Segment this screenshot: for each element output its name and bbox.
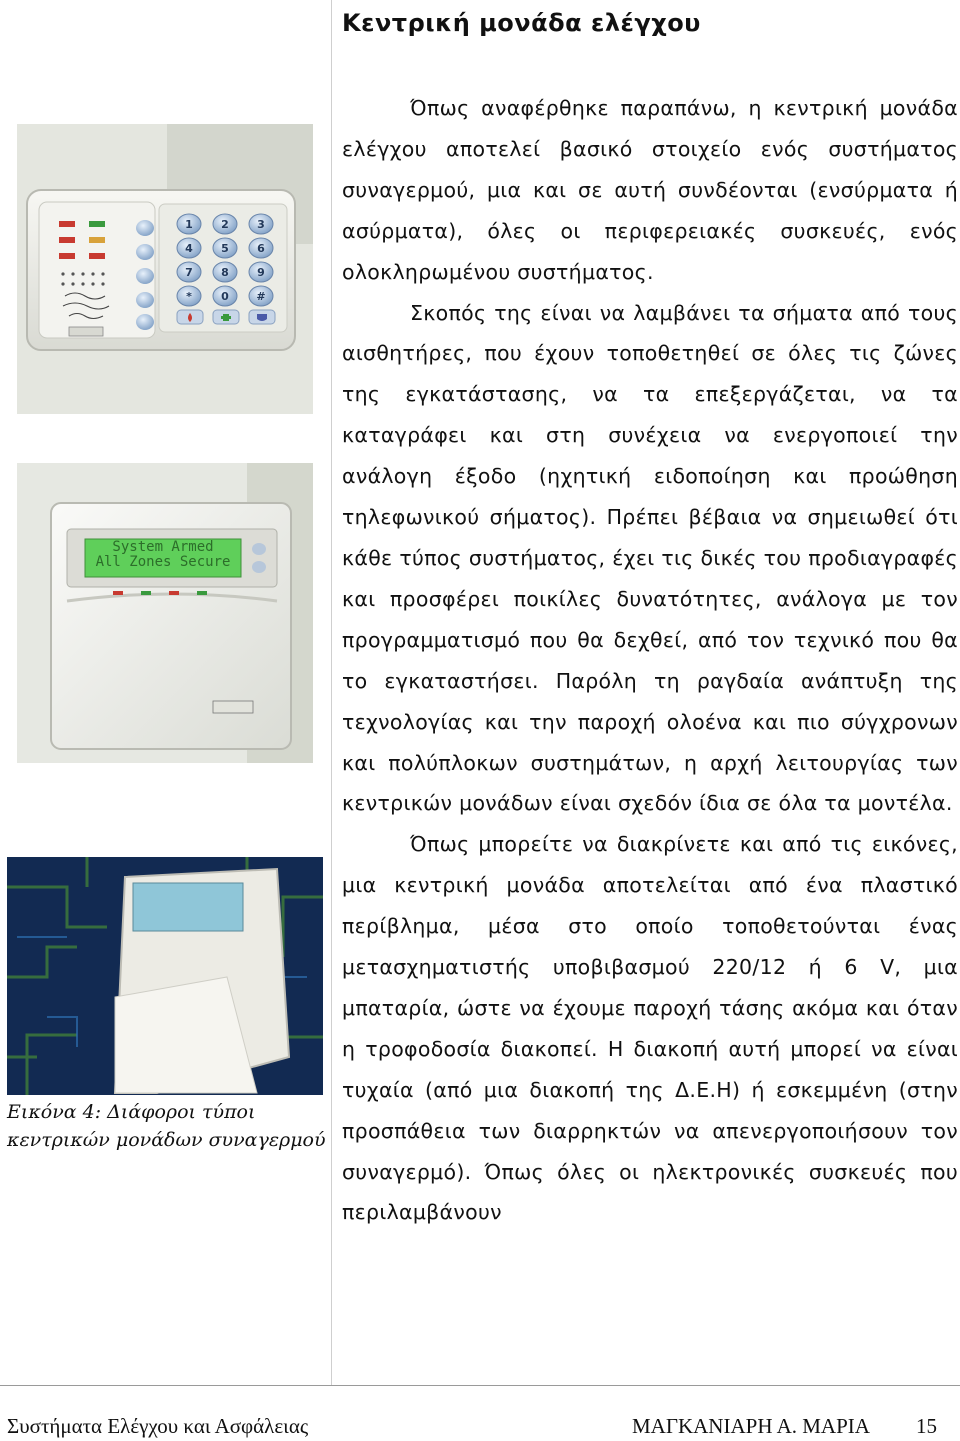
keypad-key-label: 5 bbox=[221, 242, 229, 255]
paragraph-2: Σκοπός της είναι να λαμβάνει τα σήματα από τους αισθητήρες, που έχουν τοποθετηθεί σε όλες τις ζώνες της εγκατάστασης, να τα επεξεργάζεται, να τα καταγράφει και στη συνέχεια να ενεργοποιεί την ανάλογη έξοδο (ηχητική ειδοποίηση και προώθηση τηλεφωνικού σήματος). Πρέπει βέβαια να σημειωθεί ότι κάθε τύπος συστήματος, έχει τις δικές του προδιαγραφές και προσφέρει ποικίλες δυνατότητες, ανάλογα με τον προγραμματισμό που θα δεχθεί, από τον τεχνικό που θα το εγκαταστήσει. Παρόλη τη ραγδαία ανάπτυξη της τεχνολογίας και την παροχή ολοένα και πιο σύγχρονων και πολύπλοκων συστημάτων, η αρχή λειτουργίας των κεντρικών μονάδων είναι σχεδόν ίδια σε όλα τα μοντέλα. bbox=[342, 300, 958, 816]
keypad-key-label: 8 bbox=[221, 266, 229, 279]
paragraph-3: Όπως μπορείτε να διακρίνετε και από τις εικόνες, μια κεντρική μονάδα αποτελείται από ένα πλαστικό περίβλημα, μέσα στο οποίο τοποθετούνται ένας μετασχηματιστής υποβιβασμού 220/12 ή 6 V, μια μπαταρία, ώστε να έχουμε παροχή τάσης ακόμα και όταν η τροφοδοσία διακοπεί. Η διακοπή αυτή μπορεί να είναι τυχαία (από μια διακοπή της Δ.Ε.Η) ή εσκεμμένη (στην προσπάθεια των διαρρηκτών να απενεργοποιήσουν τον συναγερμό). Όπως όλες οι ηλεκτρονικές συσκευές που περιλαμβάνουν bbox=[342, 832, 958, 1225]
keypad-key-label: 9 bbox=[257, 266, 265, 279]
keypad-3-illustration bbox=[7, 857, 323, 1095]
footer-author: ΜΑΓΚΑΝΙΑΡΗ Α. ΜΑΡΙΑ bbox=[632, 1414, 870, 1438]
lcd-text bbox=[85, 540, 241, 570]
keypad-1-illustration bbox=[17, 124, 313, 414]
lcd-line-2: All Zones Secure bbox=[95, 554, 231, 570]
keypad-key-label: 0 bbox=[221, 290, 229, 303]
keypad-key-label: 6 bbox=[257, 242, 265, 255]
footer-title: Συστήματα Ελέγχου και Ασφάλειας bbox=[7, 1414, 309, 1438]
page-heading: Κεντρική μονάδα ελέγχου bbox=[342, 9, 701, 37]
keypad-2-illustration bbox=[17, 463, 313, 763]
caddx-logo bbox=[213, 701, 253, 713]
column-divider bbox=[331, 0, 332, 1385]
keypad-key-label: # bbox=[256, 290, 266, 303]
keypad-key-label: 2 bbox=[221, 218, 229, 231]
keypad-key-label: 7 bbox=[185, 266, 193, 279]
keypad-photo-1 bbox=[17, 124, 313, 414]
keypad-key-label: * bbox=[186, 290, 192, 303]
footer-rule bbox=[0, 1385, 960, 1386]
main-text bbox=[342, 88, 958, 1233]
lcd-display bbox=[133, 883, 243, 931]
emergency-buttons bbox=[177, 310, 275, 324]
paragraph-1: Όπως αναφέρθηκε παραπάνω, η κεντρική μονάδα ελέγχου αποτελεί βασικό στοιχείο ενός συστήματος συναγερμού, μια και σε αυτή συνδέονται (ενσύρματα ή ασύρματα), όλες οι περιφερειακές συσκευές, ενός ολοκληρωμένου συστήματος. bbox=[342, 96, 958, 284]
keypad-key-label: 3 bbox=[257, 218, 265, 231]
figure-caption: Εικόνα 4: Διάφοροι τύποι κεντρικών μονάδων συναγερμού bbox=[7, 1101, 326, 1151]
lcd-line-1: System Armed bbox=[112, 539, 214, 555]
keypad-photo-3 bbox=[7, 857, 323, 1095]
keypad-key-label: 4 bbox=[185, 242, 193, 255]
page-number: 15 bbox=[916, 1414, 937, 1438]
keypad-key-label: 1 bbox=[185, 218, 193, 231]
keypad-photo-2 bbox=[17, 463, 313, 763]
caddx-logo bbox=[69, 327, 103, 336]
